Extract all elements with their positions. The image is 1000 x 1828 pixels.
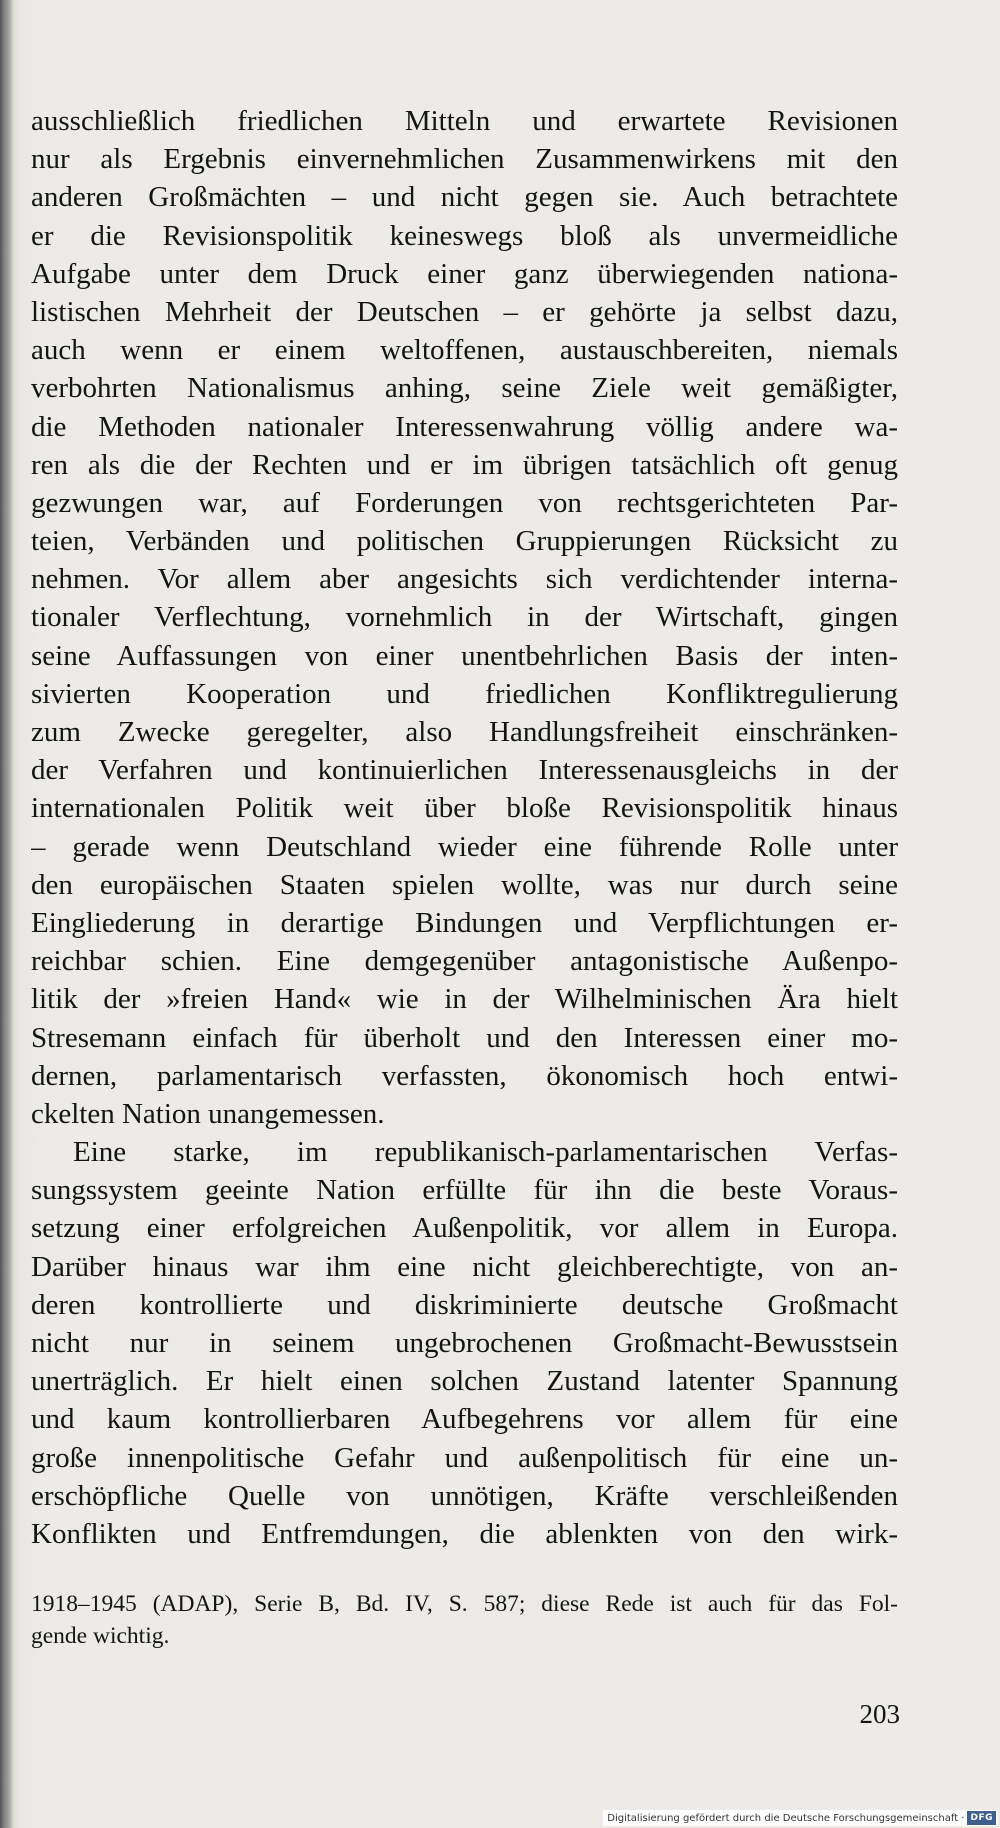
body-line: litik der »freien Hand« wie in der Wilhelminischen Ära hielt	[31, 983, 898, 1016]
body-line: erschöpfliche Quelle von unnötigen, Kräfte verschleißenden	[31, 1479, 898, 1512]
footnote-line: gende wichtig.	[31, 1623, 170, 1649]
body-line: Stresemann einfach für überholt und den Interessen einer mo-	[31, 1021, 898, 1054]
body-line: verbohrten Nationalismus anhing, seine Ziele weit gemäßigter,	[31, 372, 898, 405]
body-line: internationalen Politik weit über bloße Revisionspolitik hinaus	[31, 792, 898, 825]
body-line: unerträglich. Er hielt einen solchen Zustand latenter Spannung	[31, 1365, 898, 1398]
dfg-logo: DFG	[967, 1811, 996, 1825]
body-line: dernen, parlamentarisch verfassten, ökonomisch hoch entwi-	[31, 1059, 898, 1092]
body-line: nehmen. Vor allem aber angesichts sich verdichtender interna-	[31, 563, 898, 596]
paragraph-start-line: Eine starke, im republikanisch-parlamentarischen Verfas-	[73, 1136, 898, 1169]
body-line: – gerade wenn Deutschland wieder eine führende Rolle unter	[31, 830, 898, 863]
body-line: tionaler Verflechtung, vornehmlich in der Wirtschaft, gingen	[31, 601, 898, 634]
body-line: listischen Mehrheit der Deutschen – er gehörte ja selbst dazu,	[31, 295, 898, 328]
body-line: gezwungen war, auf Forderungen von rechtsgerichteten Par-	[31, 486, 898, 519]
binding-shadow	[0, 0, 14, 1828]
body-line: ren als die der Rechten und er im übrigen tatsächlich oft genug	[31, 448, 898, 481]
body-line: den europäischen Staaten spielen wollte, was nur durch seine	[31, 868, 898, 901]
footnote	[31, 1588, 898, 1652]
credit-text: Digitalisierung gefördert durch die Deutsche Forschungsgemeinschaft ·	[607, 1812, 965, 1824]
body-line: reichbar schien. Eine demgegenüber antagonistische Außenpo-	[31, 945, 898, 978]
page-number: 203	[859, 1699, 900, 1729]
footnote-line: 1918–1945 (ADAP), Serie B, Bd. IV, S. 587; diese Rede ist auch für das Fol-	[31, 1591, 898, 1617]
body-line: anderen Großmächten – und nicht gegen sie. Auch betrachtete	[31, 181, 898, 214]
body-line: setzung einer erfolgreichen Außenpolitik, vor allem in Europa.	[31, 1212, 898, 1245]
body-line: deren kontrollierte und diskriminierte deutsche Großmacht	[31, 1288, 898, 1321]
body-line: Darüber hinaus war ihm eine nicht gleichberechtigte, von an-	[31, 1250, 898, 1283]
body-text	[31, 102, 898, 1553]
body-line: sungssystem geeinte Nation erfüllte für ihn die beste Voraus-	[31, 1174, 898, 1207]
body-line: große innenpolitische Gefahr und außenpolitisch für eine un-	[31, 1441, 898, 1474]
body-line: auch wenn er einem weltoffenen, austauschbereiten, niemals	[31, 334, 898, 367]
body-line: er die Revisionspolitik keineswegs bloß als unvermeidliche	[31, 219, 898, 252]
body-line: Konflikten und Entfremdungen, die ablenkten von den wirk-	[31, 1517, 898, 1550]
body-line: Aufgabe unter dem Druck einer ganz überwiegenden nationa-	[31, 257, 898, 290]
body-line: seine Auffassungen von einer unentbehrlichen Basis der inten-	[31, 639, 898, 672]
body-line: nur als Ergebnis einvernehmlichen Zusammenwirkens mit den	[31, 143, 898, 176]
body-line: der Verfahren und kontinuierlichen Interessenausgleichs in der	[31, 754, 898, 787]
body-line: und kaum kontrollierbaren Aufbegehrens vor allem für eine	[31, 1403, 898, 1436]
paragraph-end-line: ckelten Nation unangemessen.	[31, 1097, 385, 1130]
body-line: sivierten Kooperation und friedlichen Konfliktregulierung	[31, 677, 898, 710]
digitization-credit	[603, 1810, 998, 1826]
body-line: die Methoden nationaler Interessenwahrung völlig andere wa-	[31, 410, 898, 443]
body-line: nicht nur in seinem ungebrochenen Großmacht-Bewusstsein	[31, 1327, 898, 1359]
body-line: Eingliederung in derartige Bindungen und Verpflichtungen er-	[31, 906, 898, 939]
body-line: teien, Verbänden und politischen Gruppierungen Rücksicht zu	[31, 525, 898, 558]
body-line: ausschließlich friedlichen Mitteln und erwartete Revisionen	[31, 105, 898, 137]
body-line: zum Zwecke geregelter, also Handlungsfreiheit einschränken-	[31, 716, 898, 748]
